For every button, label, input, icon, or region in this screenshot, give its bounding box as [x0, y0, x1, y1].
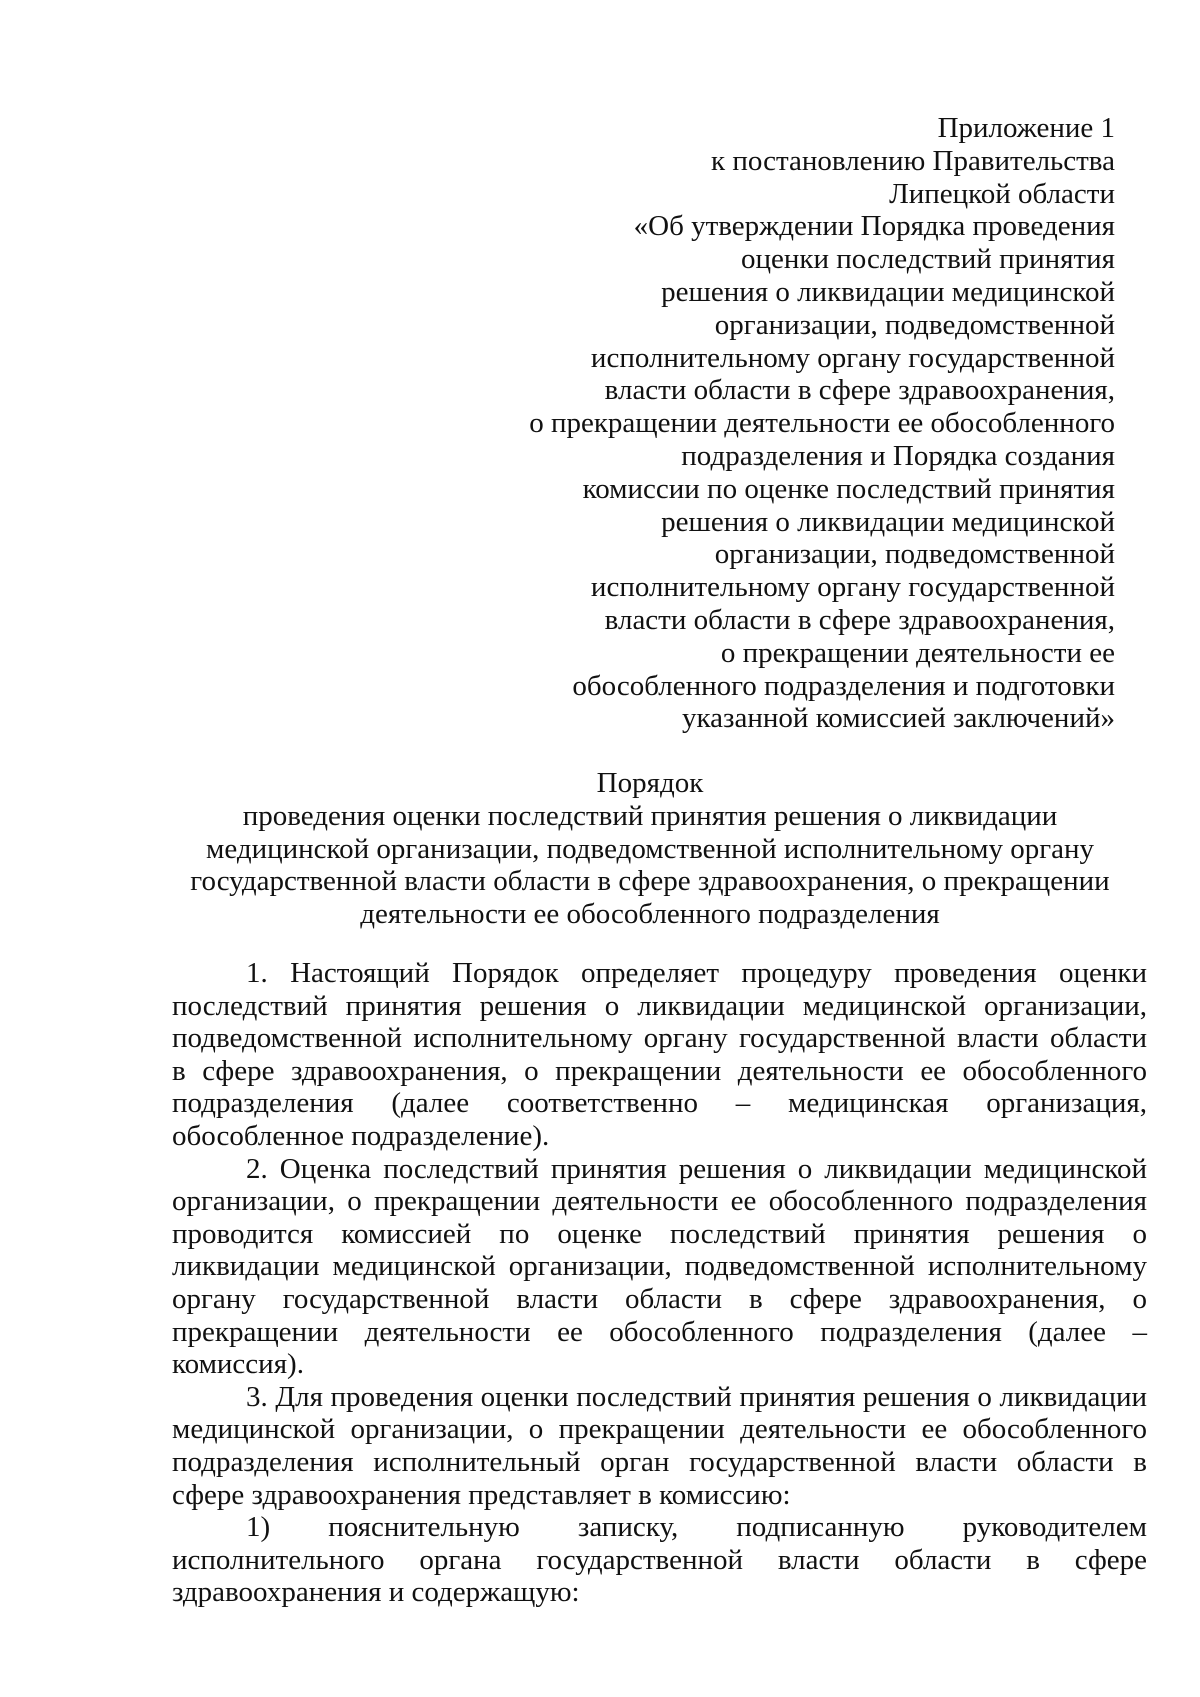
title-subtitle-line: государственной власти области в сфере здравоохранения, о прекращении	[190, 865, 1110, 898]
appendix-line: указанной комиссией заключений»	[682, 702, 1115, 735]
appendix-line: подразделения и Порядка создания	[681, 439, 1115, 472]
paragraph-3: 3. Для проведения оценки последствий принятия решения о ликвидации медицинской организации, о прекращении деятельности ее обособленного подразделения исполнительный орган государственной власти области в сфере здравоохранения представляет в комиссию:	[172, 1380, 1147, 1511]
appendix-line: Липецкой области	[889, 177, 1115, 210]
appendix-header	[415, 112, 1115, 735]
document-body	[172, 957, 1147, 1609]
appendix-line: оценки последствий принятия	[740, 243, 1115, 276]
appendix-line: решения о ликвидации медицинской	[661, 275, 1115, 308]
title-subtitle-line: медицинской организации, подведомственной исполнительному органу	[205, 832, 1094, 865]
title-subtitle-line: проведения оценки последствий принятия решения о ликвидации	[242, 799, 1058, 832]
appendix-line: к постановлению Правительства	[711, 144, 1115, 177]
appendix-line: о прекращении деятельности ее	[720, 636, 1115, 669]
appendix-line: организации, подведомственной	[714, 538, 1115, 571]
appendix-line: исполнительному органу государственной	[590, 341, 1115, 374]
appendix-line: организации, подведомственной	[714, 308, 1115, 341]
appendix-line: власти области в сфере здравоохранения,	[604, 374, 1115, 407]
appendix-line: о прекращении деятельности ее обособленного	[529, 407, 1115, 440]
appendix-line: комиссии по оценке последствий принятия	[582, 472, 1115, 505]
paragraph-3-item-1: 1) пояснительную записку, подписанную руководителем исполнительного органа государственной власти области в сфере здравоохранения и содержащую:	[172, 1511, 1147, 1609]
appendix-line: исполнительному органу государственной	[590, 571, 1115, 604]
appendix-line: обособленного подразделения и подготовки	[572, 669, 1115, 702]
appendix-line: власти области в сфере здравоохранения,	[604, 603, 1115, 636]
title-heading: Порядок	[596, 767, 704, 799]
title-subtitle-line: деятельности ее обособленного подразделения	[360, 898, 940, 931]
appendix-line: Приложение 1	[937, 112, 1115, 144]
document-title	[170, 767, 1130, 931]
appendix-line: «Об утверждении Порядка проведения	[633, 210, 1115, 243]
paragraph-2: 2. Оценка последствий принятия решения о ликвидации медицинской организации, о прекращении деятельности ее обособленного подразделения проводится комиссией по оценке последствий принятия решения о ликвидации медицинской организации, подведомственной исполнительному органу государственной власти области в сфере здравоохранения, о прекращении деятельности ее обособленного подразделения (далее – комиссия).	[172, 1152, 1147, 1381]
paragraph-1: 1. Настоящий Порядок определяет процедуру проведения оценки последствий принятия решения о ликвидации медицинской организации, подведомственной исполнительному органу государственной власти области в сфере здравоохранения, о прекращении деятельности ее обособленного подразделения (далее соответственно – медицинская организация, обособленное подразделение).	[172, 957, 1147, 1152]
appendix-line: решения о ликвидации медицинской	[661, 505, 1115, 538]
